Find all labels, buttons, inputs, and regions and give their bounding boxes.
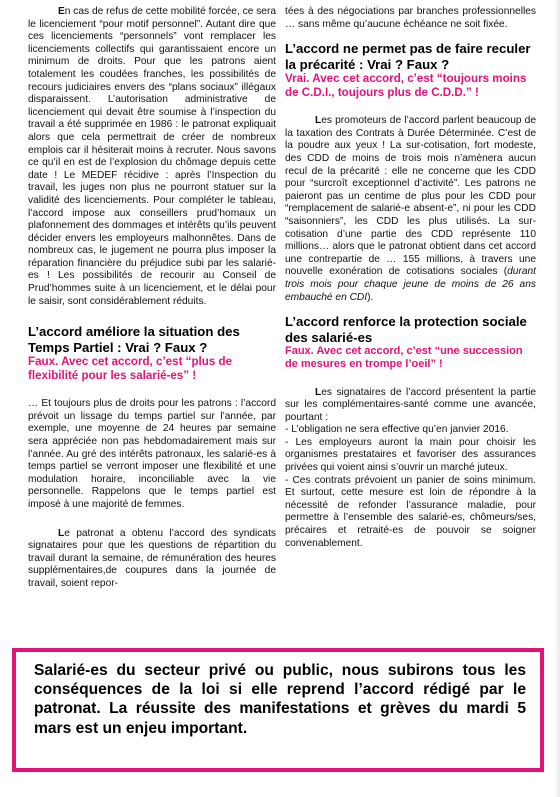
drop-letter: L <box>58 527 65 539</box>
subheading-precarite: Vrai. Avec cet accord, c’est “toujours moins de C.D.I., toujours plus de C.D.D.” ! <box>285 72 527 99</box>
paragraph-patronat <box>28 528 276 591</box>
heading-temps-partiel: L’accord améliore la situation des Temps Partiel : Vrai ? Faux ? <box>28 324 240 355</box>
drop-letter: E <box>58 6 65 17</box>
right-column <box>285 6 536 550</box>
left-column <box>28 6 276 591</box>
subheading-protection-sociale: Faux. Avec cet accord, c’est “une succession de mesures en trompe l’oeil” ! <box>285 344 523 370</box>
bullet-item: - L’obligation ne sera effective qu’en janvier 2016. <box>285 424 509 436</box>
subheading-temps-partiel: Faux. Avec cet accord, c’est “plus de flexibilité pour les salarié-es” ! <box>28 355 233 382</box>
paragraph-licenciement <box>28 6 276 308</box>
paragraph-continuation: tées à des négociations par branches professionnelles … sans même qu’aucune échéance ne soit fixée. <box>285 6 536 30</box>
paragraph-text: es signataires de l’accord présentent la partie sur les complémentaires-santé comme une avancée, pourtant : <box>285 386 536 423</box>
drop-letter: L <box>315 386 322 398</box>
drop-letter: L <box>315 115 322 127</box>
paragraph-text: es promoteurs de l’accord parlent beaucoup de la taxation des Contrats à Durée Déterminée. C’est de la poudre aux yeux ! La sur-cotisation, fort modeste, des CDD de moins de trois mois n’amènera aucun recul de la précarité : elle ne concerne que les CDD pour “surcroît exceptionnel d’activité”. Les patrons ne paieront pas un centime de plus pour les CDD pour “remplacement de salarié-e absent-e”, ni pour les CDD “saisonniers”, les CDD les plus utilisés. La sur-cotisation d’une partie des CDD représente 110 millions… alors que le patronat obtient dans cet accord une contrepartie de … 155 millions, à travers une nouvelle exonération de cotisations sociales ( <box>285 115 536 278</box>
paragraph-cdd <box>285 115 536 304</box>
paragraph-text: e patronat a obtenu l’accord des syndicats signataires pour que les questions de répartition du travail durant la semaine, de rémunération des heures supplémentaires,de coupures dans la journée de travail, soient repor- <box>28 527 276 589</box>
paragraph-italic: durant trois mois pour chaque jeune de moins de 26 ans embauché en CDI <box>285 266 536 303</box>
page-edge-shadow <box>554 0 560 797</box>
paragraph-complementaires <box>285 387 536 425</box>
heading-protection-sociale: L’accord renforce la protection sociale des salarié-es <box>285 314 527 345</box>
paragraph-text: n cas de refus de cette mobilité forcée, ce sera le licenciement “pour motif personnel”. Autant dire que ces licenciements “personnels” vont remplacer les licenciements collectifs qui garantissaient encore un minimum de droits. Pour que les patrons aient totalement les coudées franches, les possibilités de recours judiciaires envers des “plans sociaux” illégaux disparaissent. L’autorisation administrative de licenciement qui devait être soumise à l’inspection du travail a été supprimée en 1986 : le patronat expliquait alors que cela permettrait de créer de nombreux emplois car il hésiterait moins à recruter. Nous savons ce qu’il en est de l’explosion du chômage depuis cette date ! Le MEDEF récidive : après l’Inspection du travail, les juges non plus ne pourront statuer sur la validité des licenciements. Pour compléter le tableau, l’accord impose aux conseillers prud’homaux un plafonnement des dommages et intérêts qu’ils peuvent décider envers les employeurs malhonnêtes. Dans de nombreux cas, le jugement ne pourra plus imposer la réparation financière du préjudice subi par les salarié-es ! Les possibilités de recourir au Conseil de Prud’hommes suite à un licenciement, et le délai pour le saisir, sont considérablement réduits. <box>28 6 277 307</box>
paragraph-temps-partiel: … Et toujours plus de droits pour les patrons : l’accord prévoit un lissage du temps partiel sur l’année, par exemple, une moyenne de 24 heures par semaine sera appréciée non pas hebdomadairement mais sur l’année. Au gré des intérêts patronaux, les salarié-es à temps partiel se verront imposer une flexibilité et une modulation horaire, inconciliable avec la vie personnelle. Rappelons que le temps partiel est imposé à une majorité de femmes. <box>28 398 276 510</box>
bullet-item: - Les employeurs auront la main pour choisir les organismes prestataires et favoriser des assurances privées qui voient ainsi s’ouvrir un marché juteux. <box>285 436 536 474</box>
heading-precarite: L’accord ne permet pas de faire reculer la précarité : Vrai ? Faux ? <box>285 41 531 72</box>
conclusion-box <box>12 648 544 772</box>
paragraph-end: ). <box>367 291 374 303</box>
bullet-item: - Ces contrats prévoient un panier de soins minimum. Et surtout, cette mesure est loin de répondre à la nécessité de refonder l’assurance maladie, pour permettre à l’ensemble des salarié-es, chômeurs/ses, précaires et retraité-es de pouvoir se soigner convenablement. <box>285 474 536 549</box>
conclusion-text: Salarié-es du secteur privé ou public, nous subirons tous les conséquences de la loi si elle reprend l’accord rédigé par le patronat. La réussite des manifestations et grèves du mardi 5 mars est un enjeu important. <box>34 662 526 737</box>
